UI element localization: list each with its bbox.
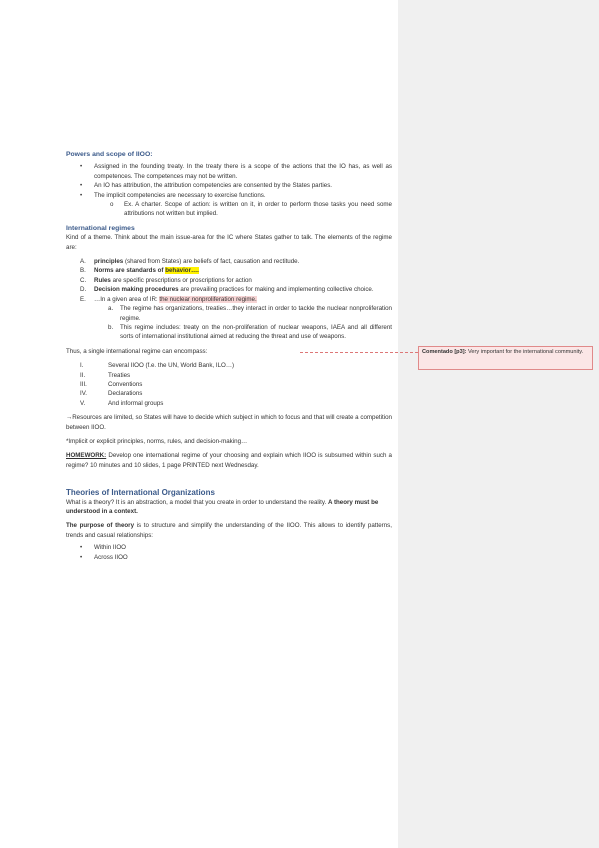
compass-intro: Thus, a single international regime can encompass: xyxy=(66,347,208,355)
list-item: C. Rules are specific prescriptions or proscriptions for action xyxy=(80,276,252,284)
comment-author: Comentado [p3]: xyxy=(422,349,467,355)
homework-paragraph: HOMEWORK: Develop one international regime of your choosing and explain which IIOO is subsumed within such a regime? 10 minutes and 10 slides, 1 page PRINTED next Wednesday. xyxy=(66,452,392,469)
bullet-icon: • xyxy=(80,553,83,561)
list-item: • Across IIOO xyxy=(80,553,128,561)
commented-text[interactable]: the nuclear nonproliferation regime. xyxy=(159,295,257,303)
comment-text: Very important for the international community. xyxy=(466,349,584,355)
theories-paragraph-1: What is a theory? It is an abstraction, a model that you create in order to understand the reality. A theory must be understood in a context. xyxy=(66,498,379,515)
list-item: b. This regime includes: treaty on the non-proliferation of nuclear weapons, IAEA and all different sorts of international institutional aimed at reducing the threat and use of weapons. xyxy=(108,323,392,341)
list-item: o Ex. A charter. Scope of action: is written on it, in order to perform those tasks you need some attributions not written but implied. xyxy=(110,201,392,218)
comment-balloon[interactable] xyxy=(418,346,593,370)
bullet-icon: • xyxy=(80,544,83,552)
bullet-icon: • xyxy=(80,191,83,199)
list-item: III. Conventions xyxy=(80,380,143,388)
list-item: E. …In a given area of IR: the nuclear nonproliferation regime. xyxy=(80,295,257,303)
list-item: • Assigned in the founding treaty. In the treaty there is a scope of the actions that the IO has, as well as competences. The competences may not be written. xyxy=(80,163,392,180)
list-item: V. And informal groups xyxy=(80,399,164,407)
resources-paragraph: →Resources are limited, so States will have to decide which subject in which to focus and that will create a competition between IIOO. xyxy=(66,414,392,431)
list-item: • An IO has attribution, the attribution competencies are consented by the States parties. xyxy=(80,182,333,190)
list-item: D. Decision making procedures are prevailing practices for making and implementing collective choice. xyxy=(80,286,374,294)
list-item: I. Several IIOO (f.e. the UN, World Bank, ILO…) xyxy=(80,362,235,370)
regimes-heading: International regimes xyxy=(66,224,135,232)
regimes-intro: Kind of a theme. Think about the main issue-area for the IC where States gather to talk. The elements of the regime are: xyxy=(66,234,392,251)
bullet-icon: • xyxy=(80,182,83,190)
implicit-paragraph: *Implicit or explicit principles, norms, rules, and decision-making… xyxy=(66,437,248,445)
theories-heading: Theories of International Organizations xyxy=(66,488,215,498)
theories-paragraph-2: The purpose of theory is to structure and simplify the understanding of the IIOO. This allows to identify patterns, trends and casual relationships: xyxy=(66,522,392,539)
homework-label: HOMEWORK: xyxy=(66,452,107,460)
list-item: II. Treaties xyxy=(80,371,131,379)
document-body[interactable] xyxy=(66,150,392,562)
comments-pane xyxy=(398,0,599,848)
list-item: B. Norms are standards of behavior…. xyxy=(80,267,199,275)
powers-heading: Powers and scope of IIOO: xyxy=(66,151,153,158)
circle-bullet-icon: o xyxy=(110,201,114,209)
list-item: IV. Declarations xyxy=(80,390,143,398)
highlighted-text: behavior…. xyxy=(165,267,199,275)
arrow-icon: → xyxy=(66,414,73,422)
list-item: A. principles (shared from States) are beliefs of fact, causation and rectitude. xyxy=(80,258,300,266)
list-item: • The implicit competencies are necessary to exercise functions. xyxy=(80,191,266,199)
bullet-icon: • xyxy=(80,163,83,171)
list-item: • Within IIOO xyxy=(80,544,126,552)
list-item: a. The regime has organizations, treaties…they interact in order to tackle the nuclear nonproliferation regime. xyxy=(108,305,392,322)
